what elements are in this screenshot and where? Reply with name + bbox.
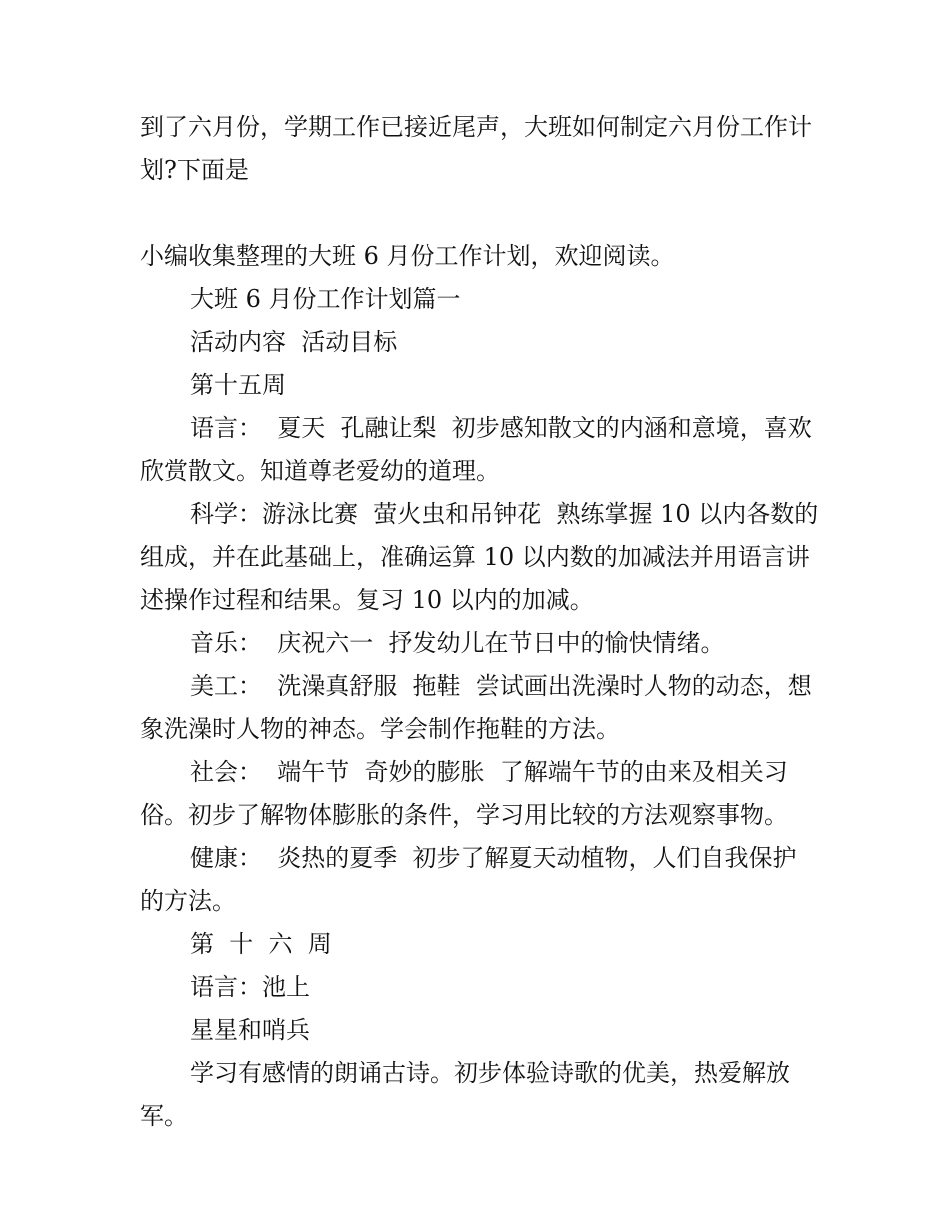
week-16-language: 语言：池上: [190, 973, 310, 1001]
document-body: [140, 106, 820, 1138]
week-15-science: 科学：游泳比赛 萤火虫和吊钟花 熟练掌握 10 以内各数的组成，并在此基础上，准确运算 10 以内数的加减法并用语言讲述操作过程和结果。复习 10 以内的加减。: [140, 500, 819, 614]
week-16-poem-title: 星星和哨兵: [190, 1016, 310, 1044]
intro-paragraph-2: 小编收集整理的大班 6 月份工作计划，欢迎阅读。: [140, 242, 675, 270]
week-16-title: 第 十 六 周: [190, 930, 332, 958]
week-15-health: 健康： 炎热的夏季 初步了解夏天动植物，人们自我保护的方法。: [140, 844, 797, 915]
week-15-social: 社会： 端午节 奇妙的膨胀 了解端午节的由来及相关习俗。初步了解物体膨胀的条件，学习用比较的方法观察事物。: [140, 758, 788, 829]
week-15-language: 语言： 夏天 孔融让梨 初步感知散文的内涵和意境，喜欢欣赏散文。知道尊老爱幼的道理。: [140, 414, 812, 485]
week-15-art: 美工： 洗澡真舒服 拖鞋 尝试画出洗澡时人物的动态，想象洗澡时人物的神态。学会制作拖鞋的方法。: [140, 672, 812, 743]
table-header: 活动内容 活动目标: [190, 328, 398, 356]
section-title: 大班 6 月份工作计划篇一: [190, 285, 461, 313]
week-15-title: 第十五周: [190, 371, 286, 399]
intro-paragraph-1: 到了六月份，学期工作已接近尾声，大班如何制定六月份工作计划?下面是: [140, 113, 812, 184]
week-16-goal: 学习有感情的朗诵古诗。初步体验诗歌的优美，热爱解放军。: [140, 1059, 790, 1130]
week-15-music: 音乐： 庆祝六一 抒发幼儿在节日中的愉快情绪。: [190, 629, 725, 657]
